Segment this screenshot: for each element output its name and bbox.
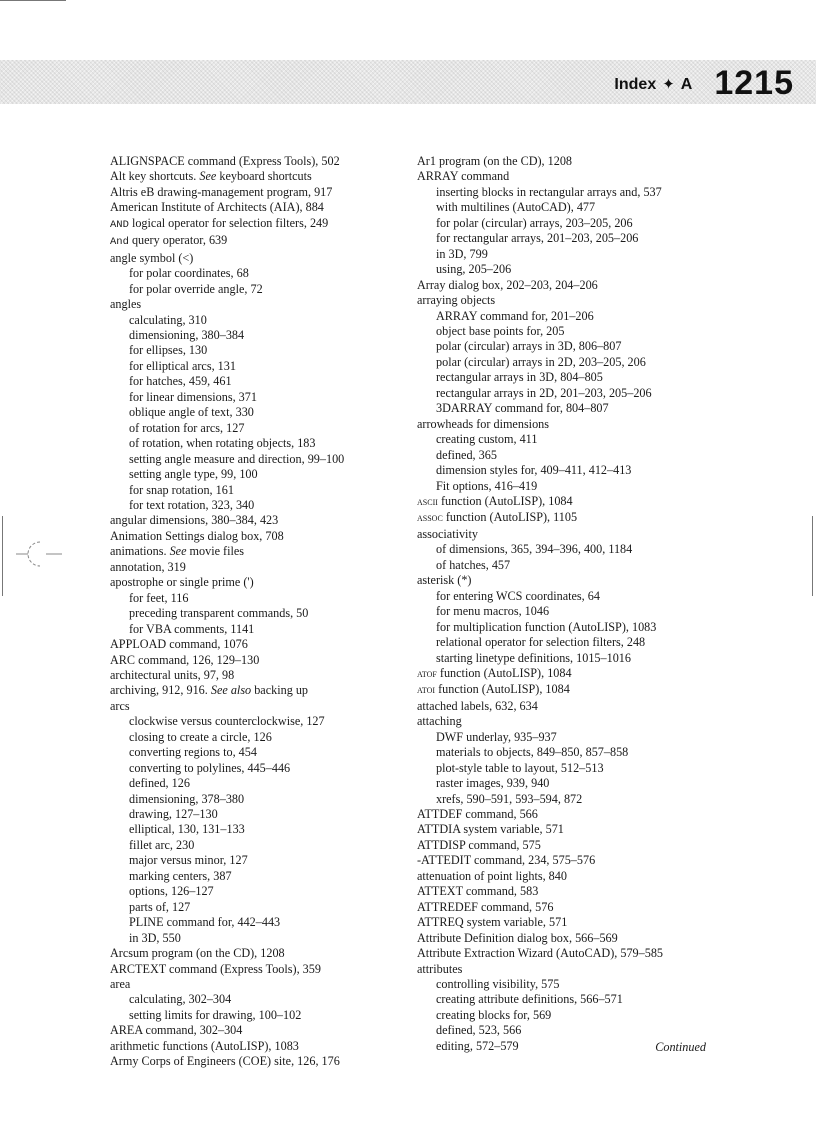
entry-text: elliptical, 130, 131–133 (129, 822, 245, 837)
index-subentry (110, 467, 400, 482)
entry-text: setting angle measure and direction, 99–100 (129, 451, 345, 466)
entry-text: keyboard shortcuts (216, 169, 312, 184)
index-subentry (417, 1008, 717, 1023)
entry-text: using, 205–206 (436, 262, 512, 277)
entry-text: dimension styles for, 409–411, 412–413 (436, 463, 632, 478)
entry-text: creating blocks for, 569 (436, 1007, 552, 1022)
index-entry (417, 527, 717, 542)
entry-text: attached labels, 632, 634 (417, 698, 538, 713)
entry-text: Altris eB drawing-management program, 917 (110, 184, 333, 199)
index-column-left (110, 154, 400, 1070)
entry-text: And (110, 236, 129, 249)
continued-note: Continued (655, 1040, 706, 1054)
index-entry (110, 544, 400, 559)
index-subentry (110, 266, 400, 281)
index-subentry (110, 591, 400, 606)
entry-text: drawing, 127–130 (129, 807, 218, 822)
index-entry (110, 200, 400, 215)
entry-text: -ATTEDIT command, 234, 575–576 (417, 853, 596, 868)
index-entry (110, 575, 400, 590)
index-subentry (110, 745, 400, 760)
entry-text: area (110, 977, 131, 992)
entry-text: calculating, 302–304 (129, 992, 232, 1007)
entry-text: for elliptical arcs, 131 (129, 358, 236, 373)
index-subentry (110, 328, 400, 343)
index-subentry (417, 216, 717, 231)
index-entry (417, 962, 717, 977)
index-subentry (417, 977, 717, 992)
index-entry (110, 169, 400, 184)
entry-text: converting to polylines, 445–446 (129, 760, 291, 775)
index-entry (417, 853, 717, 868)
entry-text: for menu macros, 1046 (436, 604, 550, 619)
index-entry (110, 637, 400, 652)
index-subentry (110, 869, 400, 884)
entry-text: starting linetype definitions, 1015–1016 (436, 650, 631, 665)
index-subentry (417, 761, 717, 776)
index-subentry (417, 355, 717, 370)
entry-text: arcs (110, 698, 130, 713)
entry-text: rectangular arrays in 2D, 201–203, 205–206 (436, 385, 652, 400)
index-entry (417, 915, 717, 930)
entry-text: ARCTEXT command (Express Tools), 359 (110, 961, 321, 976)
entry-text: for polar override angle, 72 (129, 281, 263, 296)
entry-text: Fit options, 416–419 (436, 478, 538, 493)
index-entry (110, 233, 400, 250)
index-subentry (110, 343, 400, 358)
index-entry (110, 668, 400, 683)
index-subentry (417, 309, 717, 324)
index-subentry (110, 390, 400, 405)
entry-text: for polar (circular) arrays, 203–205, 206 (436, 215, 633, 230)
index-subentry (417, 776, 717, 791)
index-entry (417, 807, 717, 822)
entry-text: relational operator for selection filters, 248 (436, 635, 646, 650)
entry-text: query operator, 639 (128, 233, 228, 248)
index-entry (417, 278, 717, 293)
entry-text: atoi (417, 684, 436, 697)
entry-text: See also (210, 683, 252, 698)
index-subentry (417, 339, 717, 354)
entry-text: APPLOAD command, 1076 (110, 637, 248, 652)
entry-text: arrowheads for dimensions (417, 416, 549, 431)
index-subentry (417, 370, 717, 385)
entry-text: Attribute Definition dialog box, 566–569 (417, 930, 618, 945)
index-subentry (110, 483, 400, 498)
index-entry (110, 251, 400, 266)
entry-text: for multiplication function (AutoLISP), 1083 (436, 619, 657, 634)
entry-text: Army Corps of Engineers (COE) site, 126, 176 (110, 1054, 340, 1069)
entry-text: DWF underlay, 935–937 (436, 729, 557, 744)
entry-text: creating attribute definitions, 566–571 (436, 992, 623, 1007)
running-header (614, 66, 794, 100)
index-entry (110, 962, 400, 977)
index-entry (417, 931, 717, 946)
index-entry (417, 900, 717, 915)
index-subentry (110, 776, 400, 791)
entry-text: animations. (110, 544, 170, 559)
entry-text: American Institute of Architects (AIA), 884 (110, 200, 324, 215)
entry-text: function (AutoLISP), 1084 (436, 665, 572, 680)
crop-mark-right (812, 516, 813, 596)
entry-text: closing to create a circle, 126 (129, 729, 272, 744)
entry-text: clockwise versus counterclockwise, 127 (129, 714, 325, 729)
entry-text: ATTDIA system variable, 571 (417, 822, 564, 837)
index-subentry (110, 606, 400, 621)
entry-text: of dimensions, 365, 394–396, 400, 1184 (436, 542, 633, 557)
index-entry (110, 699, 400, 714)
index-subentry (110, 730, 400, 745)
index-subentry (417, 324, 717, 339)
entry-text: ATTDISP command, 575 (417, 837, 541, 852)
entry-text: for ellipses, 130 (129, 343, 208, 358)
entry-text: ARRAY command for, 201–206 (436, 308, 594, 323)
index-subentry (417, 262, 717, 277)
entry-text: for linear dimensions, 371 (129, 389, 257, 404)
entry-text: for VBA comments, 1141 (129, 621, 255, 636)
index-subentry (110, 1008, 400, 1023)
entry-text: apostrophe or single prime (') (110, 575, 254, 590)
entry-text: object base points for, 205 (436, 323, 565, 338)
entry-text: oblique angle of text, 330 (129, 405, 254, 420)
index-subentry (110, 359, 400, 374)
entry-text: attenuation of point lights, 840 (417, 868, 567, 883)
entry-text: plot-style table to layout, 512–513 (436, 760, 604, 775)
index-subentry (417, 185, 717, 200)
index-entry (417, 838, 717, 853)
index-entry (110, 1023, 400, 1038)
entry-text: converting regions to, 454 (129, 745, 257, 760)
entry-text: defined, 523, 566 (436, 1023, 522, 1038)
entry-text: ATTEXT command, 583 (417, 884, 539, 899)
entry-text: for rectangular arrays, 201–203, 205–206 (436, 231, 639, 246)
entry-text: dimensioning, 380–384 (129, 327, 245, 342)
index-subentry (417, 620, 717, 635)
entry-text: xrefs, 590–591, 593–594, 872 (436, 791, 583, 806)
entry-text: for entering WCS coordinates, 64 (436, 588, 600, 603)
entry-text: Attribute Extraction Wizard (AutoCAD), 579–585 (417, 946, 664, 961)
entry-text: options, 126–127 (129, 884, 214, 899)
entry-text: assoc (417, 512, 443, 525)
entry-text: Animation Settings dialog box, 708 (110, 528, 284, 543)
index-subentry (417, 730, 717, 745)
diamond-icon: ✦ (662, 76, 675, 93)
entry-text: attributes (417, 961, 463, 976)
entry-text: defined, 126 (129, 776, 190, 791)
index-subentry (110, 622, 400, 637)
entry-text: backing up (251, 683, 309, 698)
entry-text: creating custom, 411 (436, 432, 538, 447)
entry-text: for polar coordinates, 68 (129, 266, 249, 281)
entry-text: AND (110, 218, 129, 231)
entry-text: parts of, 127 (129, 899, 191, 914)
index-subentry (417, 247, 717, 262)
entry-text: of rotation, when rotating objects, 183 (129, 436, 316, 451)
index-subentry (110, 807, 400, 822)
entry-text: editing, 572–579 (436, 1038, 519, 1053)
entry-text: ascii (417, 495, 438, 508)
index-subentry (417, 463, 717, 478)
index-entry (110, 154, 400, 169)
entry-text: architectural units, 97, 98 (110, 667, 235, 682)
index-subentry (110, 884, 400, 899)
index-subentry (417, 479, 717, 494)
index-entry (417, 946, 717, 961)
index-entry (417, 573, 717, 588)
index-subentry (417, 386, 717, 401)
entry-text: function (AutoLISP), 1084 (435, 682, 570, 697)
index-entry (110, 297, 400, 312)
index-entry (110, 977, 400, 992)
entry-text: with multilines (AutoCAD), 477 (436, 200, 596, 215)
entry-text: major versus minor, 127 (129, 853, 248, 868)
entry-text: setting angle type, 99, 100 (129, 467, 258, 482)
index-entry (417, 510, 717, 526)
index-subentry (110, 405, 400, 420)
index-subentry (110, 992, 400, 1007)
entry-text: inserting blocks in rectangular arrays and, 537 (436, 184, 662, 199)
entry-text: See (199, 169, 217, 184)
index-entry (110, 529, 400, 544)
index-subentry (417, 401, 717, 416)
index-entry (110, 185, 400, 200)
entry-text: logical operator for selection filters, 249 (128, 215, 329, 230)
entry-text: for text rotation, 323, 340 (129, 497, 255, 512)
entry-text: raster images, 939, 940 (436, 776, 550, 791)
entry-text: angles (110, 297, 142, 312)
index-entry (110, 216, 400, 233)
entry-text: setting limits for drawing, 100–102 (129, 1007, 302, 1022)
index-subentry (110, 792, 400, 807)
index-subentry (417, 231, 717, 246)
index-subentry (110, 900, 400, 915)
entry-text: ARC command, 126, 129–130 (110, 652, 260, 667)
index-subentry (110, 853, 400, 868)
entry-text: calculating, 310 (129, 312, 207, 327)
index-subentry (110, 452, 400, 467)
entry-text: in 3D, 550 (129, 930, 181, 945)
entry-text: preceding transparent commands, 50 (129, 606, 309, 621)
entry-text: materials to objects, 849–850, 857–858 (436, 745, 629, 760)
index-entry (110, 513, 400, 528)
entry-text: Arcsum program (on the CD), 1208 (110, 946, 285, 961)
entry-text: function (AutoLISP), 1105 (442, 510, 578, 525)
index-subentry (417, 200, 717, 215)
entry-text: angle symbol (<) (110, 250, 194, 265)
index-subentry (110, 374, 400, 389)
entry-text: annotation, 319 (110, 559, 186, 574)
entry-text: See (169, 544, 187, 559)
index-entry (417, 869, 717, 884)
index-subentry (110, 282, 400, 297)
entry-text: AREA command, 302–304 (110, 1023, 243, 1038)
entry-text: Ar1 program (on the CD), 1208 (417, 154, 573, 168)
index-subentry (110, 822, 400, 837)
entry-text: attaching (417, 714, 462, 729)
index-entry (417, 417, 717, 432)
entry-text: for feet, 116 (129, 590, 189, 605)
entry-text: marking centers, 387 (129, 868, 232, 883)
index-subentry (110, 498, 400, 513)
index-entry (417, 884, 717, 899)
entry-text: defined, 365 (436, 447, 497, 462)
index-subentry (417, 745, 717, 760)
entry-text: for hatches, 459, 461 (129, 374, 232, 389)
header-section-title: Index (614, 76, 657, 93)
index-subentry (417, 635, 717, 650)
entry-text: Alt key shortcuts. (110, 169, 200, 184)
entry-text: PLINE command for, 442–443 (129, 915, 281, 930)
entry-text: arraying objects (417, 293, 496, 308)
entry-text: polar (circular) arrays in 2D, 203–205, 206 (436, 354, 646, 369)
header-letter: A (680, 76, 693, 93)
index-entry (417, 169, 717, 184)
index-subentry (110, 436, 400, 451)
entry-text: atof (417, 667, 437, 680)
entry-text: associativity (417, 526, 478, 541)
index-entry (417, 494, 717, 510)
entry-text: ALIGNSPACE command (Express Tools), 502 (110, 154, 340, 168)
crop-mark-left (2, 516, 3, 596)
entry-text: of hatches, 457 (436, 557, 511, 572)
entry-text: for snap rotation, 161 (129, 482, 234, 497)
entry-text: ATTREDEF command, 576 (417, 899, 554, 914)
entry-text: ATTDEF command, 566 (417, 807, 538, 822)
index-subentry (417, 558, 717, 573)
registration-mark-icon (0, 532, 72, 576)
page-number: 1215 (714, 64, 794, 102)
index-subentry (110, 313, 400, 328)
index-column-right (417, 154, 717, 1054)
index-entry (417, 714, 717, 729)
top-rule (0, 0, 66, 1)
index-subentry (417, 992, 717, 1007)
index-subentry (417, 1023, 717, 1038)
index-subentry (417, 432, 717, 447)
entry-text: ARRAY command (417, 169, 510, 184)
index-subentry (417, 604, 717, 619)
index-entry (417, 699, 717, 714)
index-subentry (417, 448, 717, 463)
index-subentry (417, 542, 717, 557)
entry-text: in 3D, 799 (436, 246, 488, 261)
entry-text: function (AutoLISP), 1084 (437, 493, 573, 508)
index-subentry (417, 792, 717, 807)
entry-text: 3DARRAY command for, 804–807 (436, 401, 609, 416)
entry-text: controlling visibility, 575 (436, 977, 560, 992)
index-subentry (110, 714, 400, 729)
entry-text: polar (circular) arrays in 3D, 806–807 (436, 339, 622, 354)
index-subentry (417, 589, 717, 604)
index-subentry (417, 651, 717, 666)
entry-text: asterisk (*) (417, 573, 472, 588)
index-entry (110, 1054, 400, 1069)
entry-text: ATTREQ system variable, 571 (417, 915, 568, 930)
entry-text: arithmetic functions (AutoLISP), 1083 (110, 1038, 299, 1053)
entry-text: movie files (186, 544, 245, 559)
index-entry (417, 822, 717, 837)
index-subentry (110, 931, 400, 946)
index-entry (110, 1039, 400, 1054)
entry-text: rectangular arrays in 3D, 804–805 (436, 370, 603, 385)
entry-text: fillet arc, 230 (129, 837, 195, 852)
index-entry (110, 683, 400, 698)
index-subentry (110, 421, 400, 436)
index-entry (110, 653, 400, 668)
entry-text: of rotation for arcs, 127 (129, 420, 245, 435)
index-entry (110, 946, 400, 961)
index-subentry (110, 761, 400, 776)
index-entry (110, 560, 400, 575)
entry-text: dimensioning, 378–380 (129, 791, 245, 806)
index-subentry (110, 915, 400, 930)
index-entry (417, 682, 717, 698)
index-entry (417, 154, 717, 169)
index-subentry (110, 838, 400, 853)
entry-text: angular dimensions, 380–384, 423 (110, 513, 279, 528)
index-entry (417, 293, 717, 308)
entry-text: archiving, 912, 916. (110, 683, 211, 698)
index-entry (417, 666, 717, 682)
entry-text: Array dialog box, 202–203, 204–206 (417, 277, 598, 292)
